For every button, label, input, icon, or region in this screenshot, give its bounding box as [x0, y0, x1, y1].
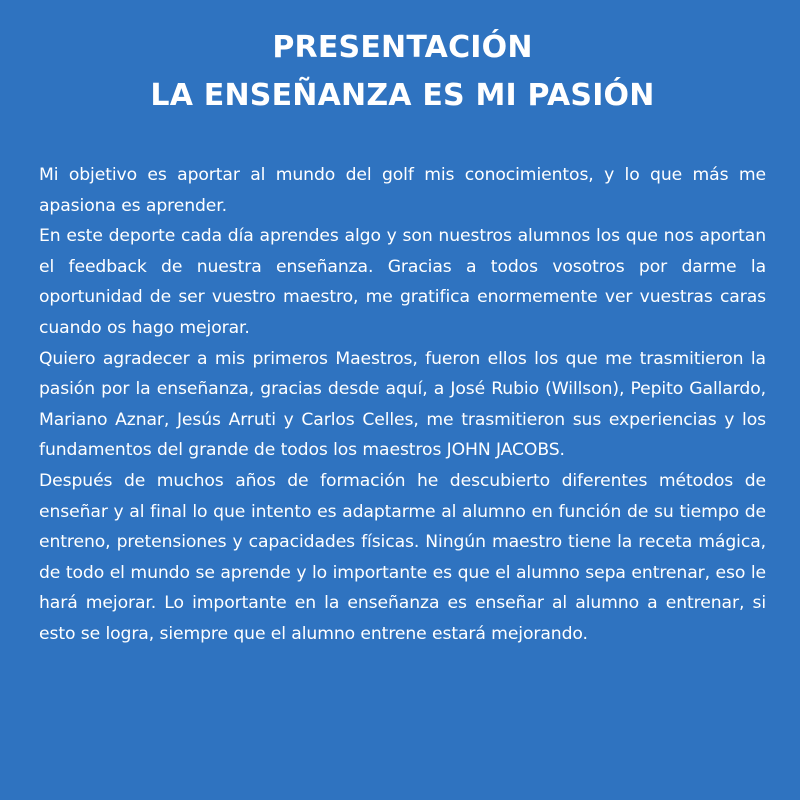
paragraph-feedback: En este deporte cada día aprendes algo y son nuestros alumnos los que nos aportan el feedback de nuestra enseñanza. Gracias a todos vosotros por darme la oportunidad de ser vuestro maestro, me gratifica enormemente ver vuestras caras cuando os hago mejorar. [39, 226, 766, 338]
paragraph-thanks: Quiero agradecer a mis primeros Maestros, fueron ellos los que me trasmitieron la pasión por la enseñanza, gracias desde aquí, a José Rubio (Willson), Pepito Gallardo, Mariano Aznar, Jesús Arruti y Carlos Celles, me trasmitieron sus experiencias y los fundamentos del grande de todos los maestros JOHN JACOBS. [39, 348, 766, 461]
body-text [39, 160, 766, 650]
paragraph-methods: Después de muchos años de formación he descubierto diferentes métodos de enseñar y al final lo que intento es adaptarme al alumno en función de su tiempo de entreno, pretensiones y capacidades físicas. Ningún maestro tiene la receta mágica, de todo el mundo se aprende y lo importante es que el alumno sepa entrenar, eso le hará mejorar. Lo importante en la enseñanza es enseñar al alumno a entrenar, si esto se logra, siempre que el alumno entrene estará mejorando. [39, 470, 766, 644]
heading-subtitle: LA ENSEÑANZA ES MI PASIÓN [150, 78, 655, 113]
paragraph-objective: Mi objetivo es aportar al mundo del golf mis conocimientos, y lo que más me apasiona es aprender. [39, 165, 766, 216]
heading-title: PRESENTACIÓN [272, 30, 533, 65]
page-heading [39, 24, 766, 120]
